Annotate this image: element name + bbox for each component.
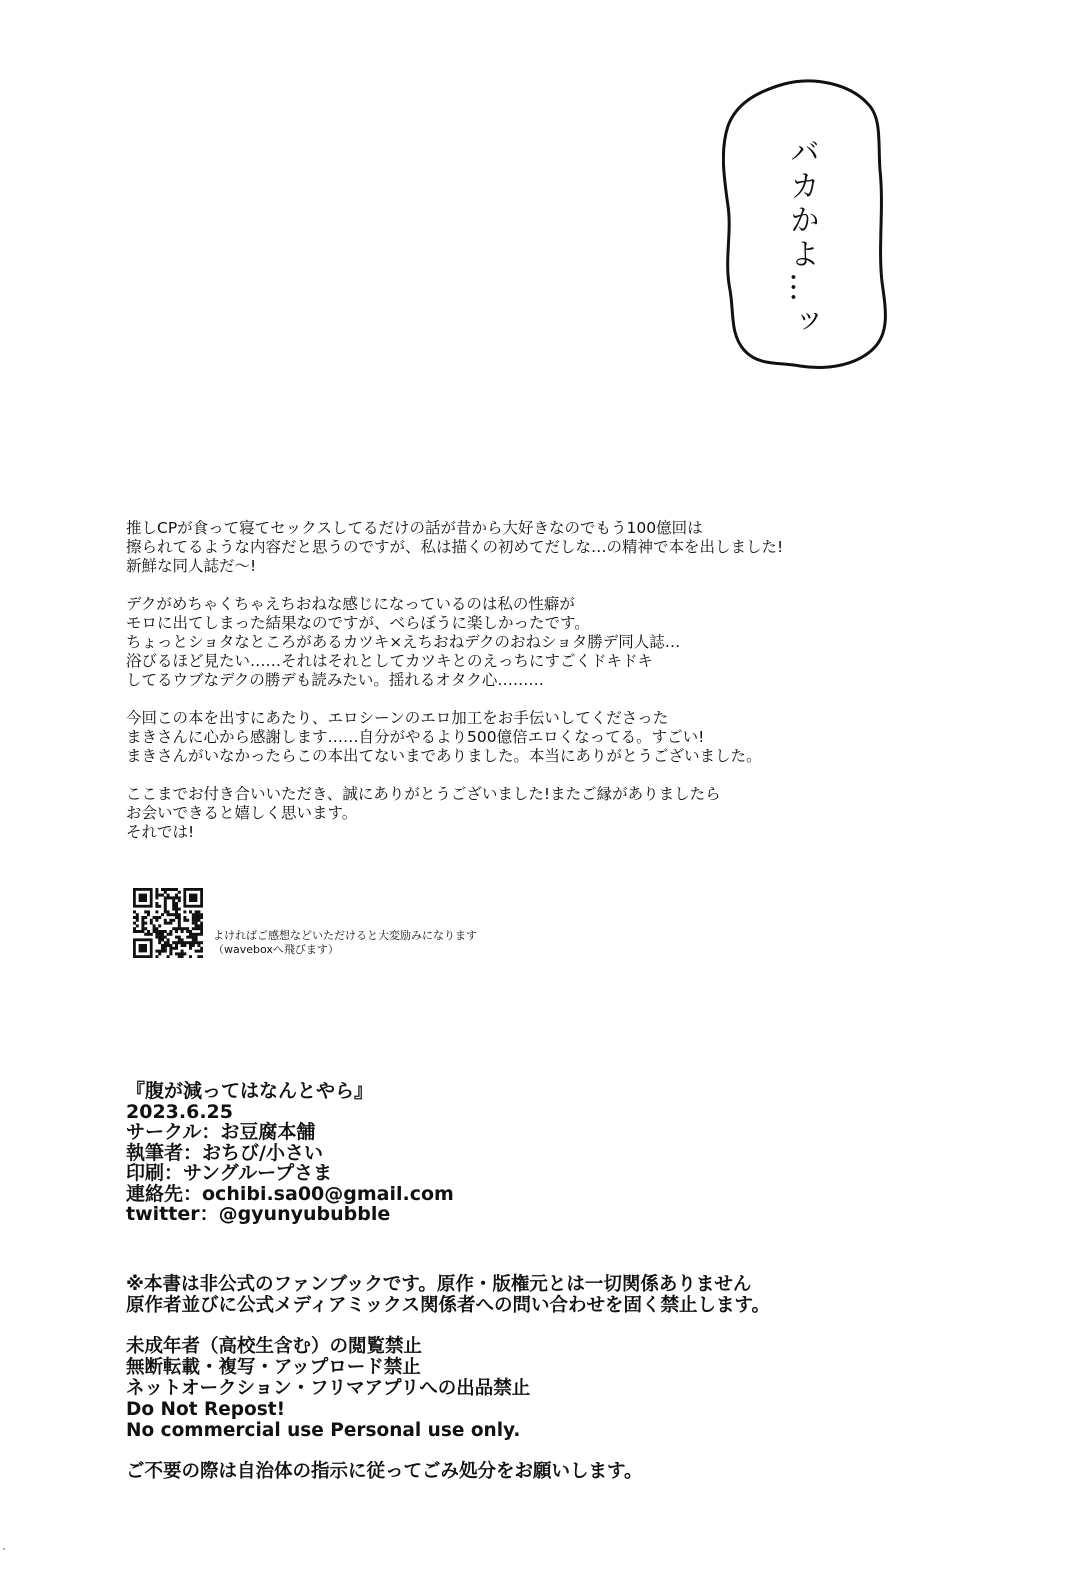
speech-bubble: [722, 78, 897, 373]
restriction-notice: [126, 1336, 1026, 1441]
contact-email: 連絡先：ochibi.sa00@gmail.com: [126, 1182, 454, 1205]
text-line: まきさんに心から感謝します……自分がやるより500億倍エロくなってる。すごい!: [126, 728, 705, 746]
afterword-text: [126, 519, 1026, 861]
printer-name: 印刷：サングループさま: [126, 1162, 333, 1184]
afterword-paragraph: [126, 709, 1026, 766]
text-line: ちょっとショタなところがあるカツキ×えちおねデクのおねショタ勝デ同人誌…: [126, 633, 681, 651]
author-name: 執筆者：おちび/小さい: [126, 1141, 323, 1164]
text-line: それでは!: [126, 823, 195, 841]
disposal-notice: [126, 1461, 1026, 1482]
book-title: 『腹が減ってはなんとやら』: [126, 1080, 374, 1102]
publish-date: 2023.6.25: [126, 1100, 233, 1123]
corner-mark: [3, 1548, 5, 1550]
text-line: お会いできると嬉しく思います。: [126, 804, 358, 822]
afterword-paragraph: [126, 595, 1026, 690]
twitter-handle: twitter：@gyunyububble: [126, 1203, 391, 1225]
circle-name: サークル：お豆腐本舗: [126, 1121, 316, 1143]
notice-line: 無断転載・複写・アップロード禁止: [126, 1357, 421, 1378]
notice-line: ネットオークション・フリマアプリへの出品禁止: [126, 1378, 531, 1399]
text-line: モロに出てしまった結果なのですが、べらぼうに楽しかったです。: [126, 614, 590, 632]
notices: [126, 1274, 1026, 1502]
notice-line: No commercial use Personal use only.: [126, 1420, 521, 1441]
colophon: [126, 1081, 926, 1225]
text-line: 今回この本を出すにあたり、エロシーンのエロ加工をお手伝いしてくださった: [126, 709, 669, 727]
disclaimer-notice: [126, 1274, 1026, 1316]
text-line: 新鮮な同人誌だ〜!: [126, 557, 257, 575]
qr-caption-line: よければご感想などいただけると大変励みになります: [213, 929, 477, 942]
text-line: 浴びるほど見たい……それはそれとしてカツキとのえっちにすごくドキドキ: [126, 652, 654, 670]
text-line: まきさんがいなかったらこの本出てないまでありました。本当にありがとうございました。: [126, 747, 762, 765]
text-line: 推しCPが食って寝てセックスしてるだけの話が昔から大好きなのでもう100億回は: [126, 519, 703, 537]
notice-line: ※本書は非公式のファンブックです。原作・版権元とは一切関係ありません: [126, 1274, 752, 1295]
notice-line: 未成年者（高校生含む）の閲覧禁止: [126, 1336, 423, 1357]
afterword-paragraph: [126, 519, 1026, 576]
qr-code-icon[interactable]: [133, 888, 203, 958]
notice-line: 原作者並びに公式メディアミックス関係者への問い合わせを固く禁止します。: [126, 1295, 770, 1316]
qr-caption: [213, 929, 477, 957]
feedback-qr-block: [133, 888, 733, 960]
qr-caption-line: （waveboxへ飛びます）: [213, 943, 339, 956]
afterword-paragraph: [126, 785, 1026, 842]
notice-line: ご不要の際は自治体の指示に従ってごみ処分をお願いします。: [126, 1461, 643, 1482]
notice-line: Do Not Repost!: [126, 1399, 286, 1420]
text-line: ここまでお付き合いいただき、誠にありがとうございました!またご縁がありましたら: [126, 785, 721, 803]
text-line: してるウブなデクの勝デも読みたい。揺れるオタク心………: [126, 671, 544, 689]
speech-bubble-text: バカかよ…ッ: [784, 136, 819, 340]
text-line: 擦られてるような内容だと思うのですが、私は描くの初めてだしな…の精神で本を出しました!: [126, 538, 784, 556]
text-line: デクがめちゃくちゃえちおねな感じになっているのは私の性癖が: [126, 595, 575, 613]
